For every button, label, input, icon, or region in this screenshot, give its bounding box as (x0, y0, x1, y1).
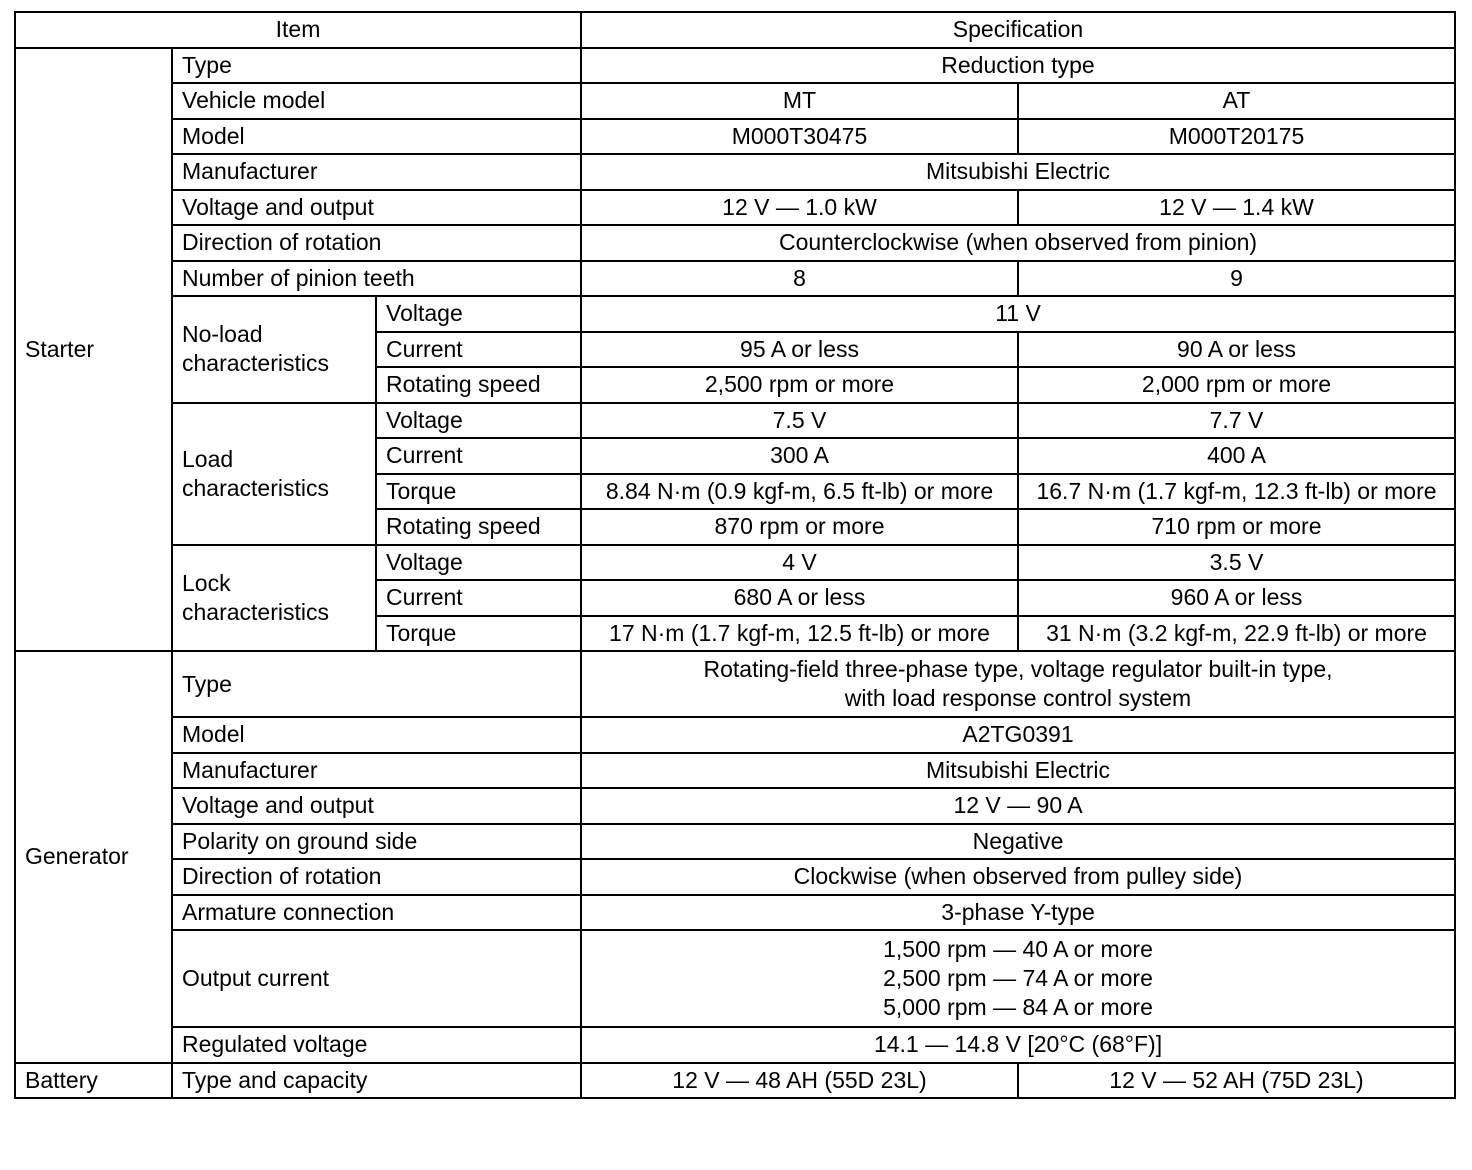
table-row (15, 119, 1455, 155)
sub-label: Rotating speed (376, 509, 581, 545)
sub-label: Torque (376, 616, 581, 652)
value-at: 90 A or less (1018, 332, 1455, 368)
table-row (15, 403, 1455, 439)
row-label: Direction of rotation (172, 225, 581, 261)
value-at: 12 V — 1.4 kW (1018, 190, 1455, 226)
table-row (15, 190, 1455, 226)
value-mt: MT (581, 83, 1018, 119)
table-row (15, 545, 1455, 581)
value-at: 9 (1018, 261, 1455, 297)
table-row (15, 83, 1455, 119)
table-row (15, 859, 1455, 895)
value-at: 7.7 V (1018, 403, 1455, 439)
row-value: 12 V — 90 A (581, 788, 1455, 824)
row-label: Type (172, 48, 581, 84)
value-mt: 17 N·m (1.7 kgf-m, 12.5 ft-lb) or more (581, 616, 1018, 652)
row-value: A2TG0391 (581, 717, 1455, 753)
group-label-line: characteristics (182, 474, 329, 501)
table-row (15, 225, 1455, 261)
value-at: 2,000 rpm or more (1018, 367, 1455, 403)
table-row (15, 154, 1455, 190)
group-label-line: No-load (182, 321, 263, 348)
lock-group-label (172, 545, 376, 652)
row-value: Mitsubishi Electric (581, 154, 1455, 190)
row-value: 11 V (581, 296, 1455, 332)
value-mt: 680 A or less (581, 580, 1018, 616)
row-label: Model (172, 119, 581, 155)
table-row (15, 651, 1455, 717)
value-at: M000T20175 (1018, 119, 1455, 155)
row-label: Manufacturer (172, 753, 581, 789)
value-mt: 4 V (581, 545, 1018, 581)
row-label: Number of pinion teeth (172, 261, 581, 297)
value-at: 400 A (1018, 438, 1455, 474)
table-row (15, 788, 1455, 824)
value-mt: 8.84 N·m (0.9 kgf-m, 6.5 ft-lb) or more (581, 474, 1018, 510)
row-label: Armature connection (172, 895, 581, 931)
value-mt: 8 (581, 261, 1018, 297)
row-value: 3-phase Y-type (581, 895, 1455, 931)
value-at: 12 V — 52 AH (75D 23L) (1018, 1063, 1455, 1099)
row-label: Vehicle model (172, 83, 581, 119)
row-label: Polarity on ground side (172, 824, 581, 860)
value-mt: 12 V — 1.0 kW (581, 190, 1018, 226)
value-mt: 7.5 V (581, 403, 1018, 439)
table-row (15, 261, 1455, 297)
starter-group-label: Starter (15, 48, 172, 652)
value-mt: 2,500 rpm or more (581, 367, 1018, 403)
row-value: Clockwise (when observed from pulley side) (581, 859, 1455, 895)
header-specification: Specification (581, 12, 1455, 48)
row-label: Voltage and output (172, 788, 581, 824)
row-label: Voltage and output (172, 190, 581, 226)
no-load-group-label (172, 296, 376, 403)
row-value (581, 930, 1455, 1027)
value-at: 31 N·m (3.2 kgf-m, 22.9 ft-lb) or more (1018, 616, 1455, 652)
value-at: 960 A or less (1018, 580, 1455, 616)
table-row (15, 717, 1455, 753)
row-label: Manufacturer (172, 154, 581, 190)
value-line: with load response control system (844, 685, 1192, 711)
group-label-line: Load (182, 445, 234, 472)
load-group-label (172, 403, 376, 545)
table-row (15, 753, 1455, 789)
generator-group-label: Generator (15, 651, 172, 1063)
row-value (581, 651, 1455, 717)
sub-label: Torque (376, 474, 581, 510)
battery-group-label: Battery (15, 1063, 172, 1099)
value-at: AT (1018, 83, 1455, 119)
row-value: 14.1 — 14.8 V [20°C (68°F)] (581, 1027, 1455, 1063)
value-mt: M000T30475 (581, 119, 1018, 155)
row-label: Direction of rotation (172, 859, 581, 895)
sub-label: Voltage (376, 545, 581, 581)
value-mt: 12 V — 48 AH (55D 23L) (581, 1063, 1018, 1099)
sub-label: Voltage (376, 296, 581, 332)
value-at: 710 rpm or more (1018, 509, 1455, 545)
table-row (15, 895, 1455, 931)
value-mt: 95 A or less (581, 332, 1018, 368)
group-label-line: characteristics (182, 350, 329, 377)
sub-label: Current (376, 332, 581, 368)
value-at: 3.5 V (1018, 545, 1455, 581)
group-label-line: characteristics (182, 598, 329, 625)
row-value: Negative (581, 824, 1455, 860)
row-label: Type and capacity (172, 1063, 581, 1099)
row-label: Output current (172, 930, 581, 1027)
header-row (15, 12, 1455, 48)
row-value: Mitsubishi Electric (581, 753, 1455, 789)
row-label: Model (172, 717, 581, 753)
sub-label: Rotating speed (376, 367, 581, 403)
table-row (15, 296, 1455, 332)
row-value: Counterclockwise (when observed from pinion) (581, 225, 1455, 261)
table-row (15, 48, 1455, 84)
table-row (15, 1063, 1455, 1099)
table-row (15, 1027, 1455, 1063)
value-mt: 300 A (581, 438, 1018, 474)
sub-label: Current (376, 580, 581, 616)
header-item: Item (15, 12, 581, 48)
value-line: 1,500 rpm — 40 A or more (883, 936, 1153, 962)
value-line: 2,500 rpm — 74 A or more (883, 965, 1153, 991)
table-row (15, 824, 1455, 860)
group-label-line: Lock (182, 569, 231, 596)
row-label: Regulated voltage (172, 1027, 581, 1063)
specification-table (14, 11, 1456, 1099)
value-mt: 870 rpm or more (581, 509, 1018, 545)
row-label: Type (172, 651, 581, 717)
table-row (15, 930, 1455, 1027)
value-at: 16.7 N·m (1.7 kgf-m, 12.3 ft-lb) or more (1018, 474, 1455, 510)
value-line: 5,000 rpm — 84 A or more (883, 994, 1153, 1020)
value-line: Rotating-field three-phase type, voltage regulator built-in type, (703, 656, 1333, 682)
sub-label: Voltage (376, 403, 581, 439)
sub-label: Current (376, 438, 581, 474)
row-value: Reduction type (581, 48, 1455, 84)
